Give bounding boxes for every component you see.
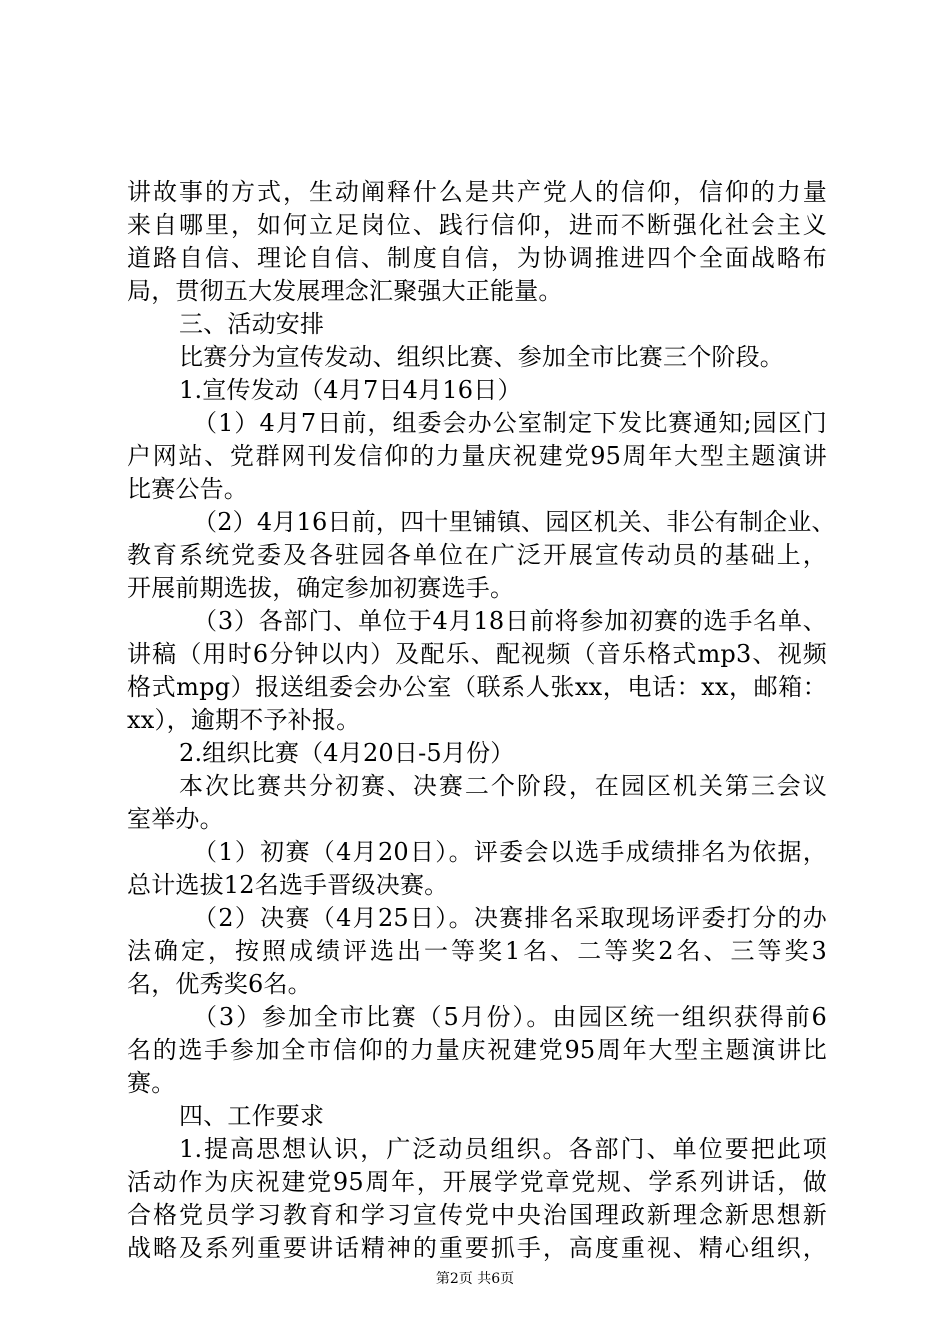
body-line: （1）初赛（4月20日）。评委会以选手成绩排名为依据， [193, 838, 827, 866]
body-line: （2）决赛（4月25日）。决赛排名采取现场评委打分的办 [193, 904, 827, 932]
subsection-heading: 1.宣传发动（4月7日4月16日） [179, 376, 522, 404]
body-line: 法确定，按照成绩评选出一等奖1名、二等奖2名、三等奖3 [127, 937, 827, 965]
body-line: 合格党员学习教育和学习宣传党中央治国理政新理念新思想新 [127, 1201, 827, 1229]
body-line: 室举办。 [127, 805, 224, 833]
body-line: 开展前期选拔，确定参加初赛选手。 [127, 574, 515, 602]
body-line: （3）参加全市比赛（5月份）。由园区统一组织获得前6 [193, 1003, 827, 1031]
body-line: （2）4月16日前，四十里铺镇、园区机关、非公有制企业、 [193, 508, 836, 536]
body-line: 名的选手参加全市信仰的力量庆祝建党95周年大型主题演讲比 [127, 1036, 827, 1064]
body-line: 比赛公告。 [127, 475, 248, 503]
document-body [127, 176, 836, 1265]
body-line: 局，贯彻五大发展理念汇聚强大正能量。 [127, 277, 563, 305]
section-heading: 三、活动安排 [179, 310, 325, 338]
body-line: 1.提高思想认识，广泛动员组织。各部门、单位要把此项 [179, 1135, 827, 1163]
body-line: （1）4月7日前，组委会办公室制定下发比赛通知;园区门 [193, 409, 827, 437]
body-line: 赛。 [127, 1069, 176, 1097]
body-line: 户网站、党群网刊发信仰的力量庆祝建党95周年大型主题演讲 [127, 442, 827, 470]
body-line: xx），逾期不予补报。 [127, 706, 361, 734]
body-line: 讲故事的方式，生动阐释什么是共产党人的信仰，信仰的力量 [127, 178, 827, 206]
body-line: （3）各部门、单位于4月18日前将参加初赛的选手名单、 [193, 607, 827, 635]
body-line: 活动作为庆祝建党95周年，开展学党章党规、学系列讲话，做 [127, 1168, 827, 1196]
body-line: 讲稿（用时6分钟以内）及配乐、配视频（音乐格式mp3、视频 [127, 640, 827, 668]
body-line: 格式mpg）报送组委会办公室（联系人张xx，电话：xx，邮箱： [127, 673, 827, 701]
body-line: 总计选拔12名选手晋级决赛。 [127, 871, 449, 899]
body-line: 名，优秀奖6名。 [127, 970, 312, 998]
body-line: 道路自信、理论自信、制度自信，为协调推进四个全面战略布 [127, 244, 827, 272]
page-number-footer: 第2页 共6页 [435, 1271, 515, 1287]
section-heading: 四、工作要求 [179, 1102, 325, 1130]
body-line: 本次比赛共分初赛、决赛二个阶段，在园区机关第三会议 [179, 772, 827, 800]
subsection-heading: 2.组织比赛（4月20日-5月份） [179, 739, 515, 767]
body-line: 比赛分为宣传发动、组织比赛、参加全市比赛三个阶段。 [179, 343, 784, 371]
body-line: 战略及系列重要讲话精神的重要抓手，高度重视、精心组织， [127, 1234, 827, 1262]
body-line: 教育系统党委及各驻园各单位在广泛开展宣传动员的基础上， [127, 541, 827, 569]
body-line: 来自哪里，如何立足岗位、践行信仰，进而不断强化社会主义 [127, 211, 827, 239]
